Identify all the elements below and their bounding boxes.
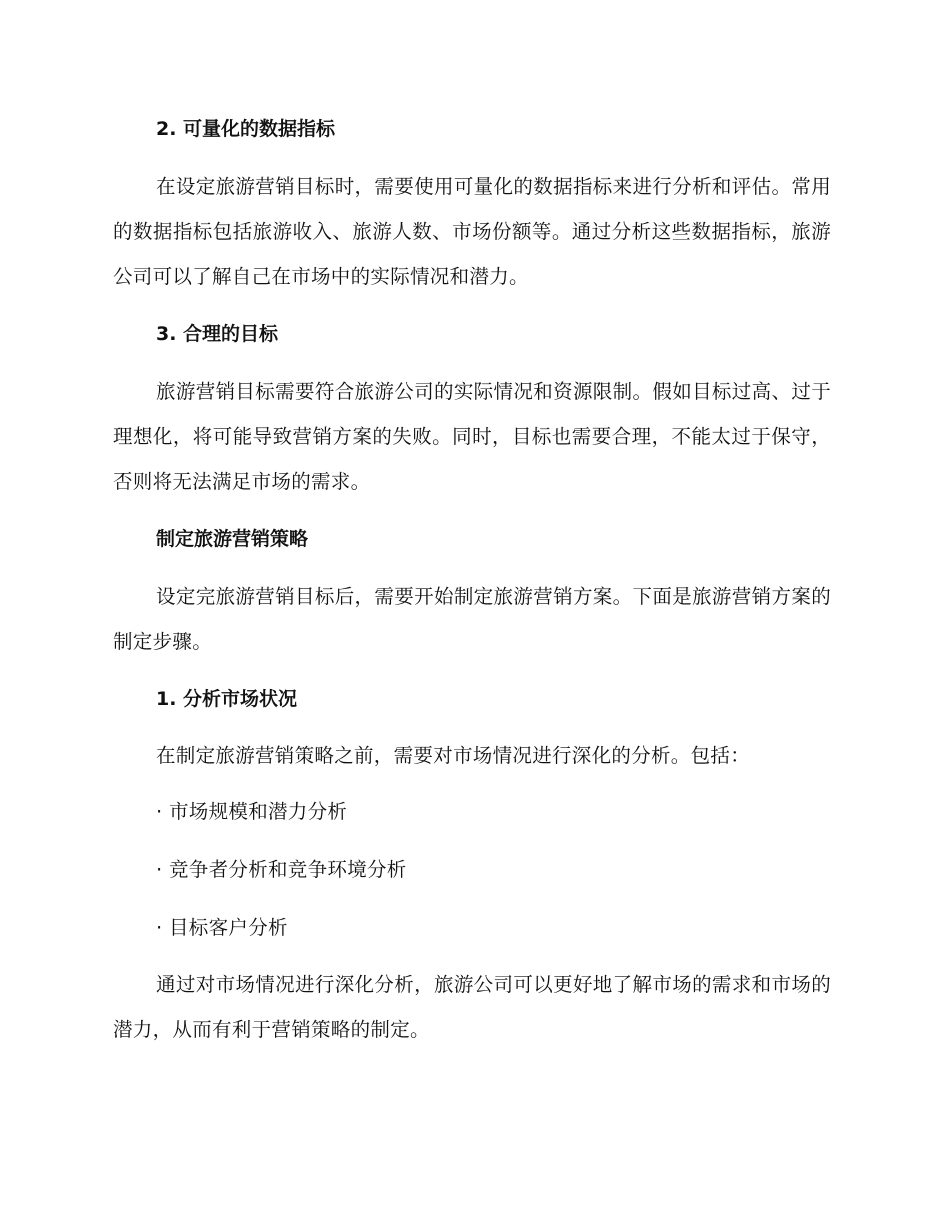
list-item: · 竞争者分析和竞争环境分析 [156,858,407,881]
section-heading-market-analysis: 1. 分析市场状况 [156,688,298,710]
paragraph-market-analysis-intro: 在制定旅游营销策略之前，需要对市场情况进行深化的分析。包括： [156,744,751,767]
section-heading-reasonable-goals: 3. 合理的目标 [156,323,279,345]
list-item: · 目标客户分析 [156,916,288,939]
paragraph-marketing-strategy: 设定完旅游营销目标后，需要开始制定旅游营销方案。下面是旅游营销方案的制定步骤。 [113,585,831,653]
paragraph-quantifiable-metrics: 在设定旅游营销目标时，需要使用可量化的数据指标来进行分析和评估。常用的数据指标包括旅游收入、旅游人数、市场份额等。通过分析这些数据指标，旅游公司可以了解自己在市场中的实际情况和潜力。 [113,175,831,288]
paragraph-market-analysis-conclusion: 通过对市场情况进行深化分析，旅游公司可以更好地了解市场的需求和市场的潜力，从而有利于营销策略的制定。 [113,973,831,1041]
section-heading-marketing-strategy: 制定旅游营销策略 [156,528,309,550]
list-item: · 市场规模和潜力分析 [156,800,348,823]
section-heading-quantifiable-metrics: 2. 可量化的数据指标 [156,118,336,140]
paragraph-reasonable-goals: 旅游营销目标需要符合旅游公司的实际情况和资源限制。假如目标过高、过于理想化，将可能导致营销方案的失败。同时，目标也需要合理，不能太过于保守，否则将无法满足市场的需求。 [113,380,831,493]
